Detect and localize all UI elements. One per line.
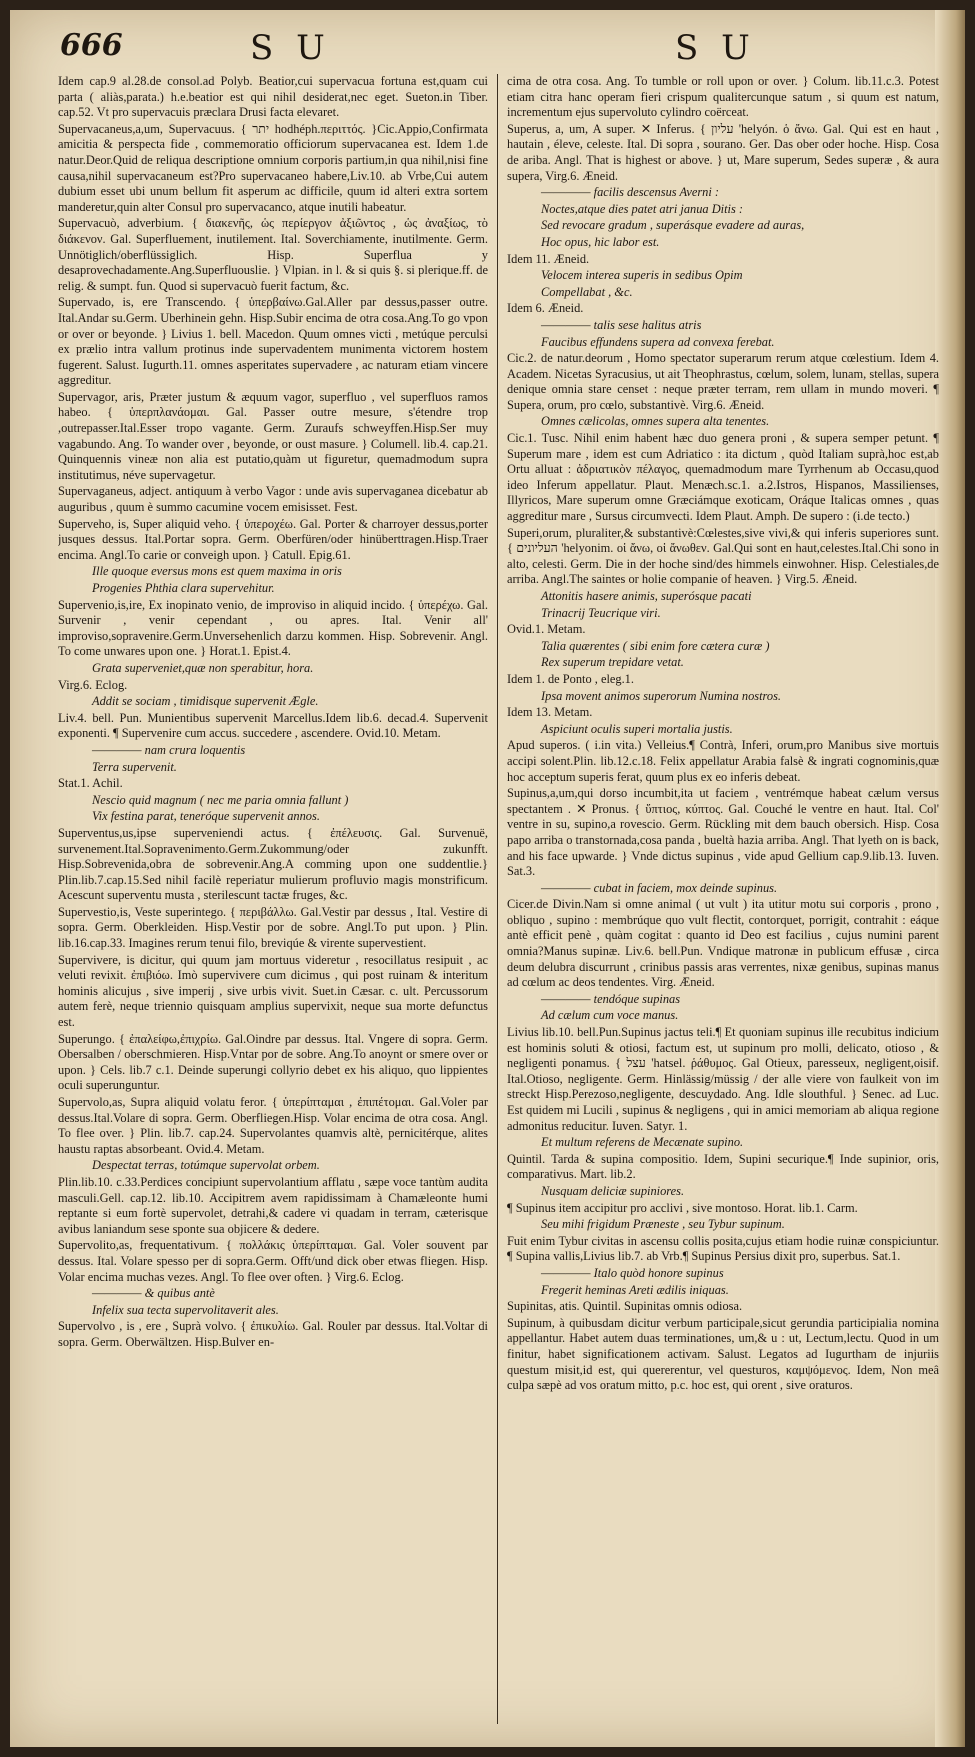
dictionary-entry: Quintil. Tarda & supina compositio. Idem, Supini securique.¶ Inde supinior, oris, comparativus. Mart. lib.2. [507,1151,939,1182]
dictionary-entry: Supervacaneus,a,um, Supervacuus. { ‫יתר‬ hodhéph.περιττός. }Cic.Appio,Confirmata amicitia & perspecta fide , commemoratio officiorum supervacanea est. Idem 1.de natur.Deor.Quid de reliqua descriptione omnium corporis partium,in qua nihil,nisi fine causa,nihil supervacaneum est?Pro supervacaneo habere,Liv.10. ab Vrbe,Cui autem dubium esset ubi unum bellum fit asperum ac difficile, quum id alteri extra sortem manderetur,quin alter Consul pro supervacanco, atque inutili habeatur. [58,121,488,214]
dictionary-entry: Supervenio,is,ire, Ex inopinato venio, de improviso in aliquid incido. { ὑπερέχω. Gal. Survenir , venir cependant , ou apres. Ital. Venir all' improviso,sopravenire.Germ.Unversehenlich darzu kommen. Hisp. Sobrevenir. Angl. To come unwares upon one. } Horat.1. Epist.4. [58,597,488,659]
verse-quote: Noctes,atque dies patet atri janua Ditis : [541,201,744,216]
verse-quote: Terra supervenit. [92,759,177,774]
verse-quote: Omnes cælicolas, omnes supera alta tenentes. [541,414,770,429]
verse-quote: Ad cælum cum voce manus. [541,1008,679,1023]
verse-quote: Faucibus effundens supera ad convexa ferebat. [541,334,775,349]
dictionary-entry: Liv.4. bell. Pun. Munientibus supervenit Marcellus.Idem lib.6. decad.4. Supervenit exponenti. ¶ Supervenire cum accus. succedere , ascendere. Ovid.10. Metam. [58,710,488,741]
verse-quote: Et multum referens de Mecænate supino. [541,1135,744,1150]
verse-quote: Velocem interea superis in sedibus Opim [541,268,743,283]
verse-quote: Talia quærentes ( sibi enim fore cætera curæ ) [541,638,770,653]
verse-quote: Hoc opus, hic labor est. [541,234,660,249]
dictionary-entry: Superventus,us,ipse superveniendi actus. { ἐπέλευσις. Gal. Survenuë, survenement.Ital.Sopravenimento.Germ.Zukommung/oder zukunfft. Hisp.Sobrevenida,obra de sobrevenir.Ang.A comming upon one suddentlie.} Plin.lib.7.cap.15.Sed nihil facilè reperiatur mulierum profluvio magis monstrificum. Acescunt superventu musta , sterilescunt tactæ fruges, &c. [58,825,488,903]
verse-quote: Grata superveniet,quæ non sperabitur, hora. [92,660,314,675]
page-gutter [935,10,965,1747]
verse-quote: Ipsa movent animos superorum Numina nostros. [541,688,782,703]
verse-quote: ―――― talis sese halitus atris [541,317,702,332]
page-number: 666 [60,28,123,63]
dictionary-entry: Apud superos. ( i.in vita.) Velleius.¶ Contrà, Inferi, orum,pro Manibus sive mortuis accipi solent.Plin. lib.12.c.18. Felix appellatur Arabia falsè & ingrati cognominis,quæ hoc acceptum superis ferat, quum plus ex eo inferis debeat. [507,738,939,784]
left-column [58,74,488,1724]
verse-quote: Seu mihi frigidum Præneste , seu Tybur supinum. [541,1217,785,1232]
dictionary-entry: Idem 11. Æneid. [507,251,590,266]
verse-quote: Despectat terras, totúmque supervolat orbem. [92,1158,320,1173]
dictionary-entry: Supervivere, is dicitur, qui quum jam mortuus videretur , resocillatus resipuit , ac veluti revixit. ἐπιβιόω. Imò supervivere cum dicimus , qui post ruinam & interitum hominis alicujus , sive imperij , sive urbis vivit. Suet.in Cæsar. c. ult. Percussorum autem ferè, neque triennio quisquam amplius supervixit, neque sua morte defunctus est. [58,952,488,1030]
verse-quote: ―――― nam crura loquentis [92,742,246,757]
book-page [10,10,965,1747]
dictionary-entry: Supinum, à quibusdam dicitur verbum participale,sicut gerundia participialia nomina appellantur. Habet autem duas terminationes, um,& u : ut, Lectum,lectu. Quod in um finitur, habet significationem activam. Salust. Legatos ad Iugurtham de injuriis questum misit,id est, qui quererentur, vel questuros, καμψόμενος. Idem, Non meâ culpa sæpè ad vos oratum mitto, p.c. hoc est, qui orent , sive oraturos. [507,1315,939,1393]
verse-quote: Infelix sua tecta supervolitaverit ales. [92,1302,279,1317]
verse-quote: Progenies Phthia clara supervehitur. [92,581,275,595]
dictionary-entry: Superungo. { ἐπαλείφω,ἐπιχρίω. Gal.Oindre par dessus. Ital. Vngere di sopra. Germ. Obersalben / oberschmieren. Hisp.Vntar por de sobre. Ang.To anoynt or smere over or upon. } Cels. lib.7 c.1. Deinde superungi collyrio debet ex his aliquo, quo lippientes oculi superunguntur. [58,1031,488,1093]
verse-quote: Addit se sociam , timidisque supervenit Ægle. [92,694,319,709]
dictionary-entry: Superveho, is, Super aliquid veho. { ὑπεροχέω. Gal. Porter & charroyer dessus,porter jusques dessus. Ital.Portar sopra. Germ. Oberfüren/oder hinüberttragen.Hisp.Traer encima. Angl.To carie or conveigh upon. } Catull. Epig.61. [58,516,488,562]
dictionary-entry: Idem 13. Metam. [507,705,593,720]
verse-quote: ―――― tendóque supinas [541,991,681,1006]
verse-quote: Nescio quid magnum ( nec me paria omnia fallunt ) [92,792,349,807]
dictionary-entry: Supervolo,as, Supra aliquid volatu feror. { ὑπερίπταμαι , ἐπιπέτομαι. Gal.Voler par dessus.Ital.Volare di sopra. Germ. Oberfliegen.Hisp. Volar encima de otra cosa. Angl. To flee over. } Plin. lib.7. cap.24. Supervolantes quamvis altè, pernicitérque, alites haustu raptas absorbeant. Ovid.4. Metam. [58,1095,488,1156]
dictionary-entry: cima de otra cosa. Ang. To tumble or roll upon or over. } Colum. lib.11.c.3. Potest etiam citra hanc operam fieri crispum qualitercunque satum , si quum est natum, incrementum ejus supervoluto cylindro coërceat. [507,74,939,120]
dictionary-entry: Ovid.1. Metam. [507,622,586,637]
right-column [507,74,939,1724]
dictionary-entry: Supervestio,is, Veste superintego. { περιβάλλω. Gal.Vestir par dessus , Ital. Vestire di sopra. Germ. Oberkleiden. Hisp.Vestir por de sobre. Angl.To put upon. } Plin. lib.16.cap.33. Imagines rerum tenui filo, breviqúe & virente supervestient. [58,904,488,951]
dictionary-entry: Supervolvo , is , ere , Suprà volvo. { ἐπικυλίω. Gal. Rouler par dessus. Ital.Voltar di sopra. Germ. Oberwältzen. Hisp.Bulver en- [58,1319,488,1349]
dictionary-entry: Livius lib.10. bell.Pun.Supinus jactus teli.¶ Et quoniam supinus ille recubitus indicium est hominis soluti & otiosi, factum est, ut supinum pro molli, delicato, otioso , & negligenti ponamus. { ‫עצל‬ 'hatsel. ῥάθυμος. Gal Otieux, paresseux, negligent,oisif. Ital.Otioso, negligente. Germ. Hinlässig/müssig / der alle viere von faulkeit von im streckt Hisp.Perezoso,negligente, descuydado. Ang. Idle slouthful. } Senec. ad Luc. Est quidem mi Lucili , supinus & negligens , qui in amici memoriam ab aliqua regione admonitus reducitur. Iuven. Satyr. 1. [507,1025,939,1133]
verse-quote: Sed revocare gradum , superásque evadere ad auras, [541,218,805,233]
dictionary-entry: Supervolito,as, frequentativum. { πολλάκις ὑπερίπταμαι. Gal. Voler souvent par dessus. Ital. Volare spesso per di sopra.Germ. Offt/und dick ober etwas fliegen. Hisp. Volar encima muchas vezes. Angl. To flee over often. } Virg.6. Eclog. [58,1238,488,1284]
verse-quote: ―――― Italo quòd honore supinus [541,1265,724,1280]
dictionary-entry: Idem 6. Æneid. [507,301,584,316]
verse-quote: Vix festina parat, teneróque supervenit annos. [92,809,320,824]
dictionary-entry: Virg.6. Eclog. [58,677,128,692]
dictionary-entry: Supervacuò, adverbium. { διακενῆς, ὡς περίεργον ἀξιῶντος , ὡς ἀναξίως, τὸ διάκενον. Gal. Superfluement, inutilement. Ital. Soverchiamente, inutilmente. Germ. Unnötiglich/oberflüssiglich. Hisp. Superflua y desaprovechadamente.Ang.Superfluouslie. } Vlpian. in l. & si quis §. si plerique.ff. de relig. & sumpt. fun. Quod si supervacuò fuerit factum, &c. [58,216,488,293]
verse-quote: Ille quoque eversus mons est quem maxima in oris [92,564,342,579]
dictionary-entry: ¶ Supinus item accipitur pro acclivi , sive montoso. Horat. lib.1. Carm. [507,1200,858,1215]
page-header [60,28,940,68]
dictionary-entry: Cicer.de Divin.Nam si omne animal ( ut vult ) ita utitur motu sui corporis , prono , obliquo , supino : membrúque quo vult flectit, contorquet, porrigit, contrahit : eáque antè efficit penè , quàm cogitat : quanto id Deo est facilius , cujus numini parent omnia?Manus supinæ. Liv.6. bell.Pun. Vndique matronæ in publicum effusæ , circa deum delubra discurrunt , crinibus passis aras verrentes, nixæ genibus, supinas manus ad cœlum ac deos tendentes. Virg. Æneid. [507,897,939,990]
verse-quote: ―――― & quibus antè [92,1286,215,1301]
verse-quote: Aspiciunt oculis superi mortalia justis. [541,721,733,736]
dictionary-entry: Superi,orum, pluraliter,& substantivè:Cœlestes,sive vivi,& qui inferis superiores sunt. { ‫העליונים‬ 'helyonim. οἱ ἄνω, οἱ ἄνωθεν. Gal.Qui sont en haut,celestes.Ital.Chi sono in alto, celesti. Germ. Die in der hoche sind/des himmels einwohner. Hisp. Celestiales,de arriba. Angl.The saintes or holie companie of heaven. } Virg.5. Æneid. [507,525,939,587]
verse-quote: Rex superum trepidare vetat. [541,655,684,670]
dictionary-entry: Idem 1. de Ponto , eleg.1. [507,671,634,686]
dictionary-entry: Plin.lib.10. c.33.Perdices concipiunt supervolantium afflatu , sæpe voce tantùm audita masculi.Gell. cap.12. lib.10. Accipitrem avem rapidissimam à Chamæleonte humi reptante si eum fortè supervolet, detrahi,& cadere vi quadam in terram, cæterisque avibus laniandum sese sponte sua objicere & dedere. [58,1174,488,1236]
verse-quote: Fregerit heminas Areti ædilis iniquas. [541,1282,729,1297]
verse-quote: Nusquam deliciæ supiniores. [541,1183,685,1198]
verse-quote: Trinacrij Teucrique viri. [541,605,661,620]
dictionary-entry: Supinus,a,um,qui dorso incumbit,ita ut faciem , ventrémque habeat cælum versus spectantem . ✕ Pronus. { ὕπτιος, κύπτος. Gal. Couché le ventre en haut. Ital. Col' ventre in su, supino,a rovescio. Germ. Rückling mit dem bauch obersich. Hisp. Cosa papo arriba o transtornada,cosa panda , bueltà hazia arriba. Angl. That lyeth on is back, and his face upwarde. } Vnde dictus supinus , vide apud Gellium cap.9.lib.13. Iuven. Sat.3. [507,786,939,879]
dictionary-entry: Supervagor, aris, Præter justum & æquum vagor, superfluo , vel superfluos ramos habeo. { ὑπερπλανάομαι. Gal. Passer outre mesure, s'étendre trop ,outrepasser.Ital.Esser tropo vagante. Germ. Zuraufs schweyffen.Hisp.Ser muy vagabundo. Ang. To wander over , beyonde, or oust masure. } Columell. lib.4. cap.21. Quinquennis vineæ non alia est putatio,quàm ut figuretur, quemadmodum supra institutimus, néve supervagetur. [58,389,488,482]
dictionary-entry: Cic.2. de natur.deorum , Homo spectator superarum rerum atque cœlestium. Idem 4. Academ. Nicetas Syracusius, ut ait Theophrastus, cœlum, solem, lunam, stellas, supera denique omnia stare censet : neque præter terram, rem ullam in mundo moveri. ¶ Supera, orum, pro cœlo, substantivè. Virg.6. Æneid. [507,351,939,412]
dictionary-entry: Supinitas, atis. Quintil. Supinitas omnis odiosa. [507,1299,743,1314]
dictionary-entry: Supervaganeus, adject. antiquum à verbo Vagor : unde avis supervaganea dicebatur ab auguribus , quum è summo cacumine vocem emisisset. Fest. [58,484,488,515]
dictionary-entry: Stat.1. Achil. [58,776,123,791]
dictionary-entry: Supervado, is, ere Transcendo. { ὑπερβαίνω.Gal.Aller par dessus,passer outre. Ital.Andar su.Germ. Uberhinein gehn. Hisp.Subir encima de otra cosa.Ang.To go vpon or over or beyonde. } Livius 1. bell. Macedon. Quum omnes victi , metúque perculsi ex prælio intra vallum protinus inde supervadentem munimenta victorem hostem fugerent. Salust. Iugurth.11. omnes asperitates supervadere , ac naturam etiam vincere aggreditur. [58,295,488,388]
verse-quote: ―――― facilis descensus Averni : [541,185,720,200]
dictionary-entry: Fuit enim Tybur civitas in ascensu collis posita,cujus etiam hodie ruinæ conspiciuntur. ¶ Supina vallis,Livius lib.7. ab Vrb.¶ Supinus Persius dixit pro, superbus. Sat.1. [507,1233,939,1264]
running-head-left: S U [250,28,331,68]
verse-quote: ―――― cubat in faciem, mox deinde supinus. [541,880,778,895]
running-head-right: S U [675,28,756,68]
verse-quote: Compellabat , &c. [541,284,633,299]
dictionary-entry: Idem cap.9 al.28.de consol.ad Polyb. Beatior,cui supervacua fortuna est,quam cui parta ( aliàs,parata.) h.e.beatior est qui nihil desiderat,nec eget. Sueton.in Tiber. cap.52. Vt pro supervacuis præclara Drusi facta elevaret. [58,74,488,120]
dictionary-entry: Superus, a, um, A super. ✕ Inferus. { ‫עליון‬ 'helyón. ὁ ἄνω. Gal. Qui est en haut , hautain , éleve, celeste. Ital. Di sopra , sourano. Ger. Das ober oder hoche. Hisp. Cosa de ariba. Angl. That is highest or above. } ut, Mare superum, Sedes superæ , & aura supera, Virg.6. Æneid. [507,121,939,183]
column-divider [497,74,498,1724]
verse-quote: Attonitis hasere animis, superósque pacati [541,589,752,603]
dictionary-entry: Cic.1. Tusc. Nihil enim habent hæc duo genera proni , & supera semper petunt. ¶ Superum mare , idem est cum Adriatico : ita dictum , quòd Italiam suprà,hoc est,ab Ortu alluat : ἀδριατικὸν πέλαγος, quemadmodum mare Tyrrhenum ab Occasu,quod ideo Inferum appellatur. Plaut. Menæch.sc.1. a.2.Istros, Hispanos, Massilienses, Illyricos, Mare superum omne Græciámque exoticam, Oráque Italicas omnes , quas aggreditur mare , Sursus circumvecti. Idem Plaut. Amph. De supero : (i.de tecto.) [507,431,939,524]
